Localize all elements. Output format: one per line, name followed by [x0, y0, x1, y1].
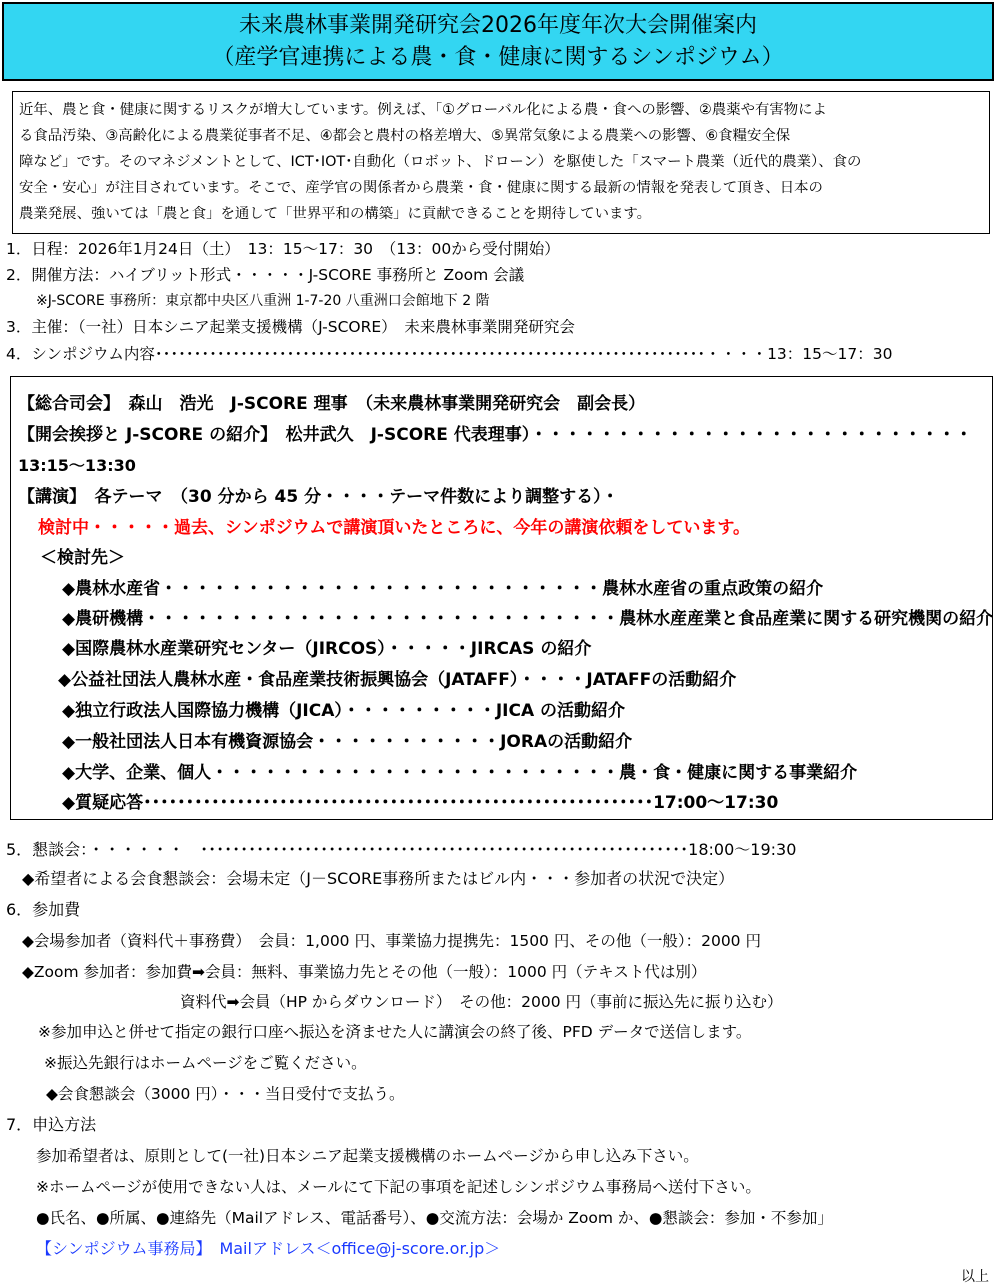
application-line-2: ※ホームページが使用できない人は、メールにて下記の事項を記述しシンポジウム事務局へ送付下さい。	[36, 1178, 761, 1196]
item-application: 7．申込方法	[6, 1115, 97, 1134]
candidate-item: ◆一般社団法人日本有機資源協会・・・・・・・・・・・JORAの活動紹介	[62, 732, 633, 752]
program-opening-time: 13:15～13:30	[18, 456, 136, 475]
item-reception: 5．懇談会：・・・・・・ ･････････････････････････････････････････････････････････････18:00～19:30	[6, 840, 797, 859]
candidates-heading: ＜検討先＞	[40, 548, 125, 568]
item-schedule: 1．日程：2026年1月24日（土） 13：15～17：30 （13：00から受付開始）	[6, 240, 560, 258]
intro-line: 安全・安心」が注目されています。そこで、産学官の関係者から農業・食・健康に関する最新の情報を発表して頂き、日本の	[19, 180, 823, 196]
reception-detail: ◆希望者による会食懇談会：会場未定（J－SCORE事務所またはビル内・・・参加者の状況で決定）	[22, 869, 735, 888]
qa-item: ◆質疑応答････････････････････････････････････････････････････････････17:00～17:30	[62, 793, 779, 813]
intro-line: 農業発展、強いては「農と食」を通して「世界平和の構築」に貢献できることを期待しています。	[19, 206, 652, 222]
intro-box	[12, 91, 990, 234]
fee-dinner: ◆会食懇談会（3000 円）・・・当日受付で支払う。	[46, 1085, 405, 1103]
title-line-1: 未来農林事業開発研究会2026年度年次大会開催案内	[239, 13, 757, 38]
intro-line: る食品汚染、③高齢化による農業従事者不足、④都会と農村の格差増大、⑤異常気象による農業への影響、⑥食糧安全保	[19, 128, 791, 144]
program-lecture: 【講演】 各テーマ （30 分から 45 分・・・・テーマ件数により調整する）・	[18, 487, 619, 507]
candidate-item: ◆大学、企業、個人・・・・・・・・・・・・・・・・・・・・・・・・農・食・健康に関する事業紹介	[62, 763, 858, 783]
candidate-item: ◆農研機構・・・・・・・・・・・・・・・・・・・・・・・・・・・・農林水産産業と食品産業に関する研究機関の紹介	[62, 609, 994, 629]
program-opening: 【開会挨拶と J-SCORE の紹介】 松井武久 J-SCORE 代表理事）・・・・・・・・・・・・・・・・・・・・・・・・・・	[18, 425, 973, 445]
program-notice: 検討中・・・・・過去、シンポジウムで講演頂いたところに、今年の講演依頼をしています。	[38, 518, 751, 538]
title-banner	[2, 2, 994, 81]
fee-zoom: ◆Zoom 参加者：参加費➡会員：無料、事業協力先とその他（一般）：1000 円（テキスト代は別）	[22, 963, 707, 981]
candidate-item: ◆公益社団法人農林水産・食品産業技術振興協会（JATAFF）・・・・JATAFFの活動紹介	[58, 670, 737, 690]
fee-zoom-docs: 資料代➡会員（HP からダウンロード） その他：2000 円（事前に振込先に振り込む）	[180, 993, 783, 1011]
item-format: 2．開催方法：ハイブリット形式・・・・・J-SCORE 事務所と Zoom 会議	[6, 266, 525, 284]
intro-line: 近年、農と食・健康に関するリスクが増大しています。例えば、「①グローバル化による農・食への影響、②農薬や有害物によ	[19, 102, 827, 118]
item-fee: 6．参加費	[6, 900, 81, 919]
contact-email: 【シンポジウム事務局】 Mailアドレス＜office@j-score.or.jp＞	[36, 1239, 501, 1258]
application-line-3: ●氏名、●所属、●連絡先（Mailアドレス、電話番号）、●交流方法：会場か Zoom か、●懇談会：参加・不参加」	[36, 1209, 833, 1227]
item-format-note: ※J-SCORE 事務所：東京都中央区八重洲 1-7-20 八重洲口会館地下 2 階	[36, 293, 490, 309]
item-organizer: 3．主催：（一社）日本シニア起業支援機構（J-SCORE） 未来農林事業開発研究会	[6, 318, 575, 336]
end-mark: 以上	[961, 1269, 989, 1285]
candidate-item: ◆農林水産省・・・・・・・・・・・・・・・・・・・・・・・・・・農林水産省の重点政策の紹介	[62, 579, 824, 599]
fee-venue: ◆会場参加者（資料代＋事務費） 会員：1,000 円、事業協力提携先：1500 円、その他（一般）：2000 円	[22, 932, 761, 950]
title-line-2: （産学官連携による農・食・健康に関するシンポジウム）	[212, 45, 784, 70]
intro-line: 障など」です。そのマネジメントとして、ICT･IOT･自動化（ロボット、ドローン）を駆使した「スマート農業（近代的農業）、食の	[19, 154, 862, 170]
program-mc: 【総合司会】 森山 浩光 J-SCORE 理事 （未来農林事業開発研究会 副会長）	[18, 394, 646, 414]
item-symposium-content: 4．シンポジウム内容･･･････････････････････････････････････････････････････････････････････・・・・13：15～17：30	[6, 345, 893, 363]
candidate-item: ◆独立行政法人国際協力機構（JICA）・・・・・・・・・JICA の活動紹介	[62, 701, 626, 721]
fee-note-bank: ※振込先銀行はホームページをご覧ください。	[44, 1054, 367, 1072]
candidate-item: ◆国際農林水産業研究センター（JIRCOS）・・・・・JIRCAS の紹介	[62, 639, 592, 659]
application-line-1: 参加希望者は、原則として(一社)日本シニア起業支援機構のホームページから申し込み下さい。	[36, 1147, 699, 1165]
fee-note-transfer: ※参加申込と併せて指定の銀行口座へ振込を済ませた人に講演会の終了後、PFD データで送信します。	[38, 1023, 752, 1041]
